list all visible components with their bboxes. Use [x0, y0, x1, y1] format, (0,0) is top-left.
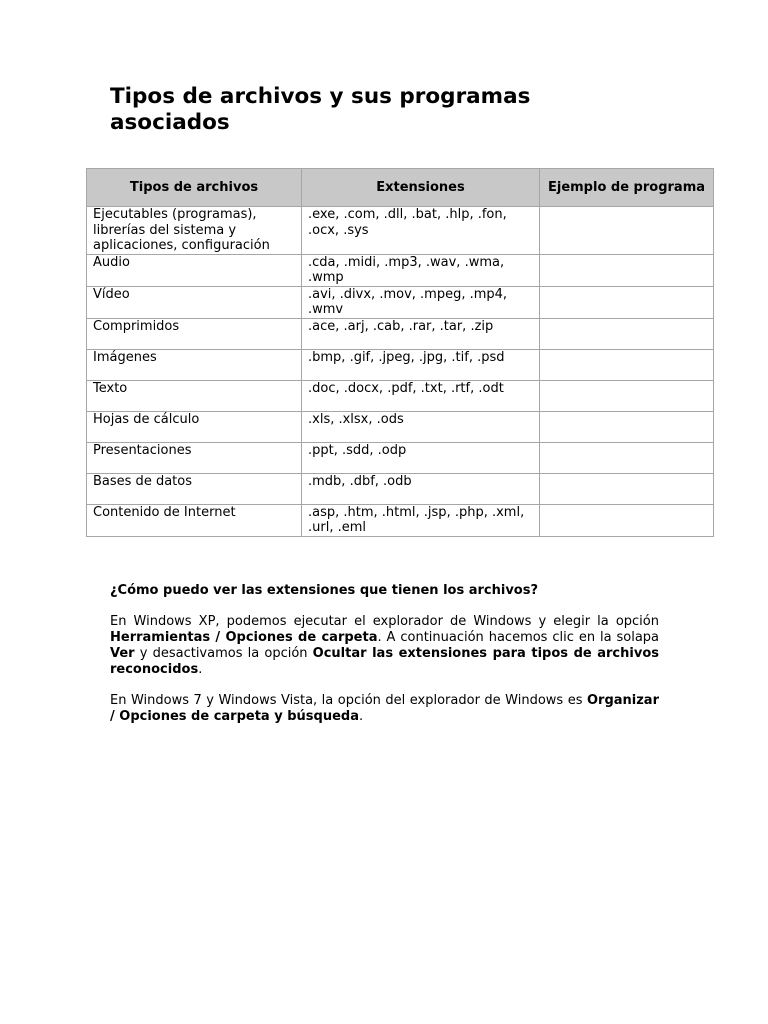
cell-file-type: Texto [87, 380, 302, 411]
cell-extensions: .mdb, .dbf, .odb [302, 473, 540, 504]
cell-file-type: Hojas de cálculo [87, 411, 302, 442]
paragraph-text: y desactivamos la opción [134, 646, 313, 661]
cell-file-type: Imágenes [87, 349, 302, 380]
header-extensions: Extensiones [302, 169, 540, 207]
table-row [87, 286, 714, 318]
table-header-row [87, 169, 714, 207]
cell-extensions: .ace, .arj, .cab, .rar, .tar, .zip [302, 318, 540, 349]
paragraph-text: . [359, 709, 364, 724]
cell-file-type: Audio [87, 254, 302, 286]
table-row [87, 318, 714, 349]
cell-example-program [540, 254, 714, 286]
paragraph-windows-7 [110, 693, 659, 725]
cell-file-type: Bases de datos [87, 473, 302, 504]
cell-example-program [540, 504, 714, 536]
cell-extensions: .xls, .xlsx, .ods [302, 411, 540, 442]
table-row [87, 207, 714, 255]
paragraph-text: En Windows 7 y Windows Vista, la opción del explorador de Windows es [110, 693, 587, 708]
header-example-program: Ejemplo de programa [540, 169, 714, 207]
tab-name-ver: Ver [110, 646, 135, 661]
cell-extensions: .exe, .com, .dll, .bat, .hlp, .fon, .ocx, .sys [302, 207, 540, 255]
extensions-help-section [110, 583, 659, 740]
menu-path-organizar: Organizar / Opciones de carpeta y búsqueda [110, 693, 659, 724]
menu-path-herramientas: Herramientas / Opciones de carpeta [110, 630, 378, 645]
cell-extensions: .avi, .divx, .mov, .mpeg, .mp4, .wmv [302, 286, 540, 318]
cell-file-type: Vídeo [87, 286, 302, 318]
cell-extensions: .ppt, .sdd, .odp [302, 442, 540, 473]
table-row [87, 411, 714, 442]
paragraph-text: . A continuación hacemos clic en la solapa [377, 630, 659, 645]
table-row [87, 349, 714, 380]
cell-example-program [540, 318, 714, 349]
cell-example-program [540, 286, 714, 318]
paragraph-text: . [198, 662, 203, 677]
section-question: ¿Cómo puedo ver las extensiones que tienen los archivos? [110, 583, 539, 598]
cell-extensions: .asp, .htm, .html, .jsp, .php, .xml, .url, .eml [302, 504, 540, 536]
table-row [87, 380, 714, 411]
cell-example-program [540, 207, 714, 255]
page-title: Tipos de archivos y sus programas asociados [110, 84, 531, 135]
paragraph-windows-xp [110, 614, 659, 678]
cell-file-type: Comprimidos [87, 318, 302, 349]
cell-extensions: .doc, .docx, .pdf, .txt, .rtf, .odt [302, 380, 540, 411]
cell-file-type: Ejecutables (programas), librerías del sistema y aplicaciones, configuración [87, 207, 302, 255]
cell-example-program [540, 442, 714, 473]
cell-example-program [540, 380, 714, 411]
table-row [87, 254, 714, 286]
option-hide-extensions: Ocultar las extensiones para tipos de archivos reconocidos [110, 646, 659, 677]
paragraph-text: En Windows XP, podemos ejecutar el explorador de Windows y elegir la opción [110, 614, 659, 629]
cell-example-program [540, 349, 714, 380]
table-row [87, 473, 714, 504]
table-row [87, 504, 714, 536]
cell-file-type: Presentaciones [87, 442, 302, 473]
cell-example-program [540, 473, 714, 504]
cell-extensions: .bmp, .gif, .jpeg, .jpg, .tif, .psd [302, 349, 540, 380]
table-row [87, 442, 714, 473]
header-file-types: Tipos de archivos [87, 169, 302, 207]
cell-file-type: Contenido de Internet [87, 504, 302, 536]
file-types-table [86, 168, 714, 537]
cell-extensions: .cda, .midi, .mp3, .wav, .wma, .wmp [302, 254, 540, 286]
cell-example-program [540, 411, 714, 442]
